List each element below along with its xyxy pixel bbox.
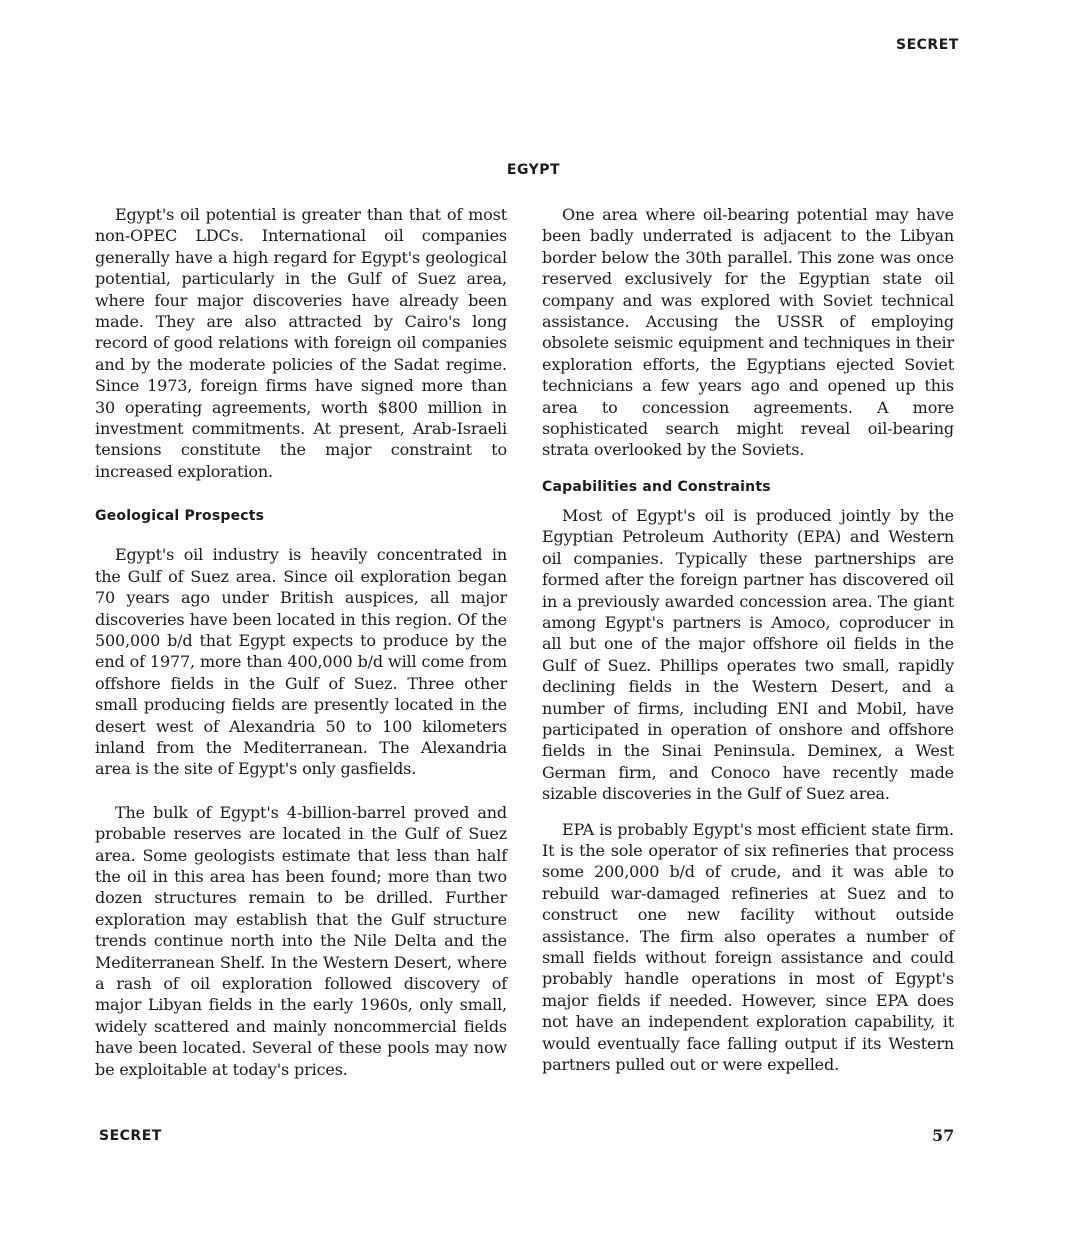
paragraph-joint-production: Most of Egypt's oil is produced jointly by the Egyptian Petroleum Authority (EPA) and Western oil companies. Typically these partnerships are formed after the foreign partner has discovered oil in a previously awarded concession area. The giant among Egypt's partners is Amoco, coproducer in all but one of the major offshore oil fields in the Gulf of Suez. Phillips operates two small, rapidly declining fields in the Western Desert, and a number of firms, including ENI and Mobil, have participated in operation of onshore and offshore fields in the Sinai Peninsula. Deminex, a West German firm, and Conoco have recently made sizable discoveries in the Gulf of Suez area. — [542, 505, 954, 804]
page-number: 57 — [932, 1126, 955, 1145]
left-column — [95, 204, 507, 1080]
paragraph-epa: EPA is probably Egypt's most efficient state firm. It is the sole operator of six refineries that process some 200,000 b/d of crude, and it was able to rebuild war-damaged refineries at Suez and to construct one new facility without outside assistance. The firm also operates a number of small fields without foreign assistance and could probably handle operations in most of Egypt's major fields if needed. However, since EPA does not have an independent exploration capability, it would eventually face falling output if its Western partners pulled out or were expelled. — [542, 819, 954, 1075]
classification-marking-bottom: SECRET — [99, 1128, 162, 1144]
paragraph-gulf-of-suez-concentration: Egypt's oil industry is heavily concentrated in the Gulf of Suez area. Since oil exploration began 70 years ago under British auspices, all major discoveries have been located in this region. Of the 500,000 b/d that Egypt expects to produce by the end of 1977, more than 400,000 b/d will come from offshore fields in the Gulf of Suez. Three other small producing fields are presently located in the desert west of Alexandria 50 to 100 kilometers inland from the Mediterranean. The Alexandria area is the site of Egypt's only gasfields. — [95, 545, 507, 779]
paragraph-libyan-border-area: One area where oil-bearing potential may have been badly underrated is adjacent to the Libyan border below the 30th parallel. This zone was once reserved exclusively for the Egyptian state oil company and was explored with Soviet technical assistance. Accusing the USSR of employing obsolete seismic equipment and techniques in their exploration efforts, the Egyptians ejected Soviet technicians a few years ago and opened up this area to concession agreements. A more sophisticated search might reveal oil-bearing strata overlooked by the Soviets. — [542, 205, 954, 460]
classification-marking-top: SECRET — [896, 37, 959, 53]
intro-paragraph: Egypt's oil potential is greater than that of most non-OPEC LDCs. International oil companies generally have a high regard for Egypt's geological potential, particularly in the Gulf of Suez area, where four major discoveries have already been made. They are also attracted by Cairo's long record of good relations with foreign oil companies and by the moderate policies of the Sadat regime. Since 1973, foreign firms have signed more than 30 operating agreements, worth $800 million in investment commitments. At present, Arab-Israeli tensions constitute the major constraint to increased exploration. — [95, 205, 507, 481]
page-title: EGYPT — [506, 162, 561, 178]
section-heading-capabilities-and-constraints: Capabilities and Constraints — [542, 478, 771, 495]
paragraph-reserves: The bulk of Egypt's 4-billion-barrel proved and probable reserves are located in the Gulf of Suez area. Some geologists estimate that less than half the oil in this area has been found; more than two dozen structures remain to be drilled. Further exploration may establish that the Gulf structure trends continue north into the Nile Delta and the Mediterranean Shelf. In the Western Desert, where a rash of oil exploration followed discovery of major Libyan fields in the early 1960s, only small, widely scattered and mainly noncommercial fields have been located. Several of these pools may now be exploitable at today's prices. — [95, 802, 507, 1079]
section-heading-geological-prospects: Geological Prospects — [95, 508, 265, 525]
right-column — [542, 204, 954, 1075]
